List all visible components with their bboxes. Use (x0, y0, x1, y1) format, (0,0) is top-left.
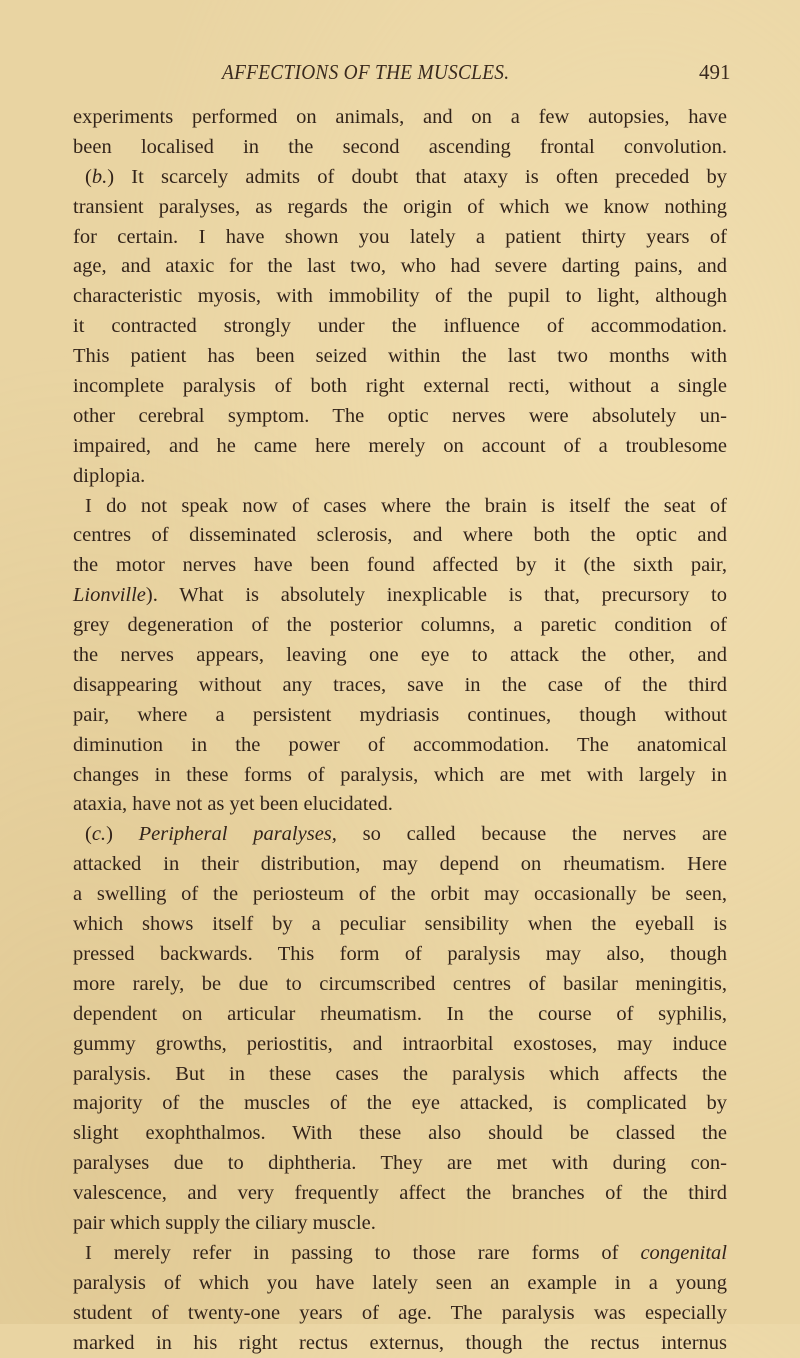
text-segment: ( (85, 165, 92, 188)
text-line-content (73, 731, 727, 761)
italic-text: Lionville (73, 584, 146, 607)
text-line (73, 163, 727, 193)
text-segment: I merely refer in passing to those rare forms of (85, 1241, 641, 1264)
text-line (73, 462, 727, 492)
text-line (73, 402, 727, 432)
text-segment: marked in his right rectus externus, though the rectus internus (73, 1331, 727, 1354)
text-line (73, 731, 727, 761)
text-line-content (73, 462, 727, 492)
text-line-content (73, 312, 727, 342)
text-segment: the nerves appears, leaving one eye to attack the other, and (73, 644, 727, 667)
text-line-content (73, 402, 727, 432)
text-segment: grey degeneration of the posterior columns, a paretic condition of (73, 614, 727, 637)
page-body-text (73, 103, 727, 1358)
text-segment: I do not speak now of cases where the brain is itself the seat of (85, 494, 727, 517)
text-line-content (73, 1269, 727, 1299)
text-line (73, 671, 727, 701)
text-line-content (73, 551, 727, 581)
text-line (73, 1000, 727, 1030)
text-segment: dependent on articular rheumatism. In the course of syphilis, (73, 1002, 727, 1025)
text-line (73, 641, 727, 671)
text-segment: pressed backwards. This form of paralysis may also, though (73, 942, 727, 965)
text-line-content (73, 790, 727, 820)
text-line (73, 133, 727, 163)
text-segment: centres of disseminated sclerosis, and where both the optic and (73, 524, 727, 547)
text-line (73, 910, 727, 940)
text-segment: impaired, and he came here merely on account of a troublesome (73, 434, 727, 457)
text-segment: been localised in the second ascending frontal convolution. (73, 135, 727, 158)
text-line-content (73, 581, 727, 611)
text-line-content (73, 761, 727, 791)
text-segment: changes in these forms of paralysis, which are met with largely in (73, 763, 727, 786)
text-line (73, 761, 727, 791)
text-segment: it contracted strongly under the influence of accommodation. (73, 315, 727, 338)
text-line (73, 880, 727, 910)
text-line-content (73, 282, 727, 312)
text-line (73, 970, 727, 1000)
text-line (73, 1119, 727, 1149)
text-segment: student of twenty-one years of age. The paralysis was especially (73, 1301, 727, 1324)
text-line-content (73, 940, 727, 970)
text-segment: characteristic myosis, with immobility of the pupil to light, although (73, 285, 727, 308)
text-segment: paralysis. But in these cases the paralysis which affects the (73, 1062, 727, 1085)
text-line-content (73, 133, 727, 163)
text-segment: pair which supply the ciliary muscle. (73, 1211, 376, 1234)
text-line (73, 551, 727, 581)
text-line (73, 432, 727, 462)
text-line-content (73, 701, 727, 731)
text-segment: gummy growths, periostitis, and intraorbital exostoses, may induce (73, 1032, 727, 1055)
text-line (73, 1239, 727, 1269)
text-line (73, 701, 727, 731)
text-segment: more rarely, be due to circumscribed centres of basilar meningitis, (73, 972, 727, 995)
text-line-content (73, 910, 727, 940)
text-line-content (85, 1239, 727, 1269)
text-line-content (73, 611, 727, 641)
text-line (73, 820, 727, 850)
text-segment: diplopia. (73, 464, 146, 487)
text-line (73, 282, 727, 312)
running-header (0, 60, 800, 90)
text-line-content (73, 1179, 727, 1209)
text-segment: pair, where a persistent mydriasis continues, though without (73, 703, 727, 726)
text-line (73, 1299, 727, 1329)
text-line (73, 492, 727, 522)
text-segment: which shows itself by a peculiar sensibility when the eyeball is (73, 913, 727, 936)
text-segment: ). What is absolutely inexplicable is that, precursory to (145, 584, 727, 607)
text-segment: so called because the nerves are (336, 823, 727, 846)
text-segment: ataxia, have not as yet been elucidated. (73, 793, 393, 816)
text-line (73, 312, 727, 342)
text-line-content (73, 1000, 727, 1030)
text-line (73, 790, 727, 820)
text-line (73, 1269, 727, 1299)
text-segment: age, and ataxic for the last two, who had severe darting pains, and (73, 255, 727, 278)
italic-text: Peripheral paralyses, (138, 823, 337, 846)
text-line-content (73, 432, 727, 462)
text-line-content (73, 1209, 727, 1239)
text-line (73, 1060, 727, 1090)
text-line-content (73, 1299, 727, 1329)
text-line (73, 193, 727, 223)
text-line-content (73, 1089, 727, 1119)
page-number: 491 (699, 60, 731, 84)
text-segment: disappearing without any traces, save in the case of the third (73, 673, 727, 696)
text-line-content (73, 880, 727, 910)
text-line (73, 103, 727, 133)
text-line-content (73, 521, 727, 551)
text-segment: experiments performed on animals, and on a few autopsies, have (73, 106, 727, 128)
text-segment: majority of the muscles of the eye attacked, is complicated by (73, 1092, 727, 1115)
text-line-content (73, 1119, 727, 1149)
text-line-content (73, 193, 727, 223)
text-line-content (85, 820, 727, 850)
text-line-content (73, 1149, 727, 1179)
text-line-content (73, 223, 727, 253)
text-segment: ( (85, 823, 92, 846)
text-segment: transient paralyses, as regards the origin of which we know nothing (73, 195, 727, 218)
text-line-content (85, 163, 727, 193)
text-line-content (73, 1329, 727, 1358)
text-line-content (73, 103, 727, 133)
italic-text: congenital (640, 1241, 727, 1264)
text-segment: paralysis of which you have lately seen an example in a young (73, 1271, 727, 1294)
text-segment: paralyses due to diphtheria. They are met with during con- (73, 1152, 727, 1175)
text-line (73, 1030, 727, 1060)
text-line-content (73, 342, 727, 372)
text-line (73, 581, 727, 611)
text-line (73, 252, 727, 282)
text-segment: This patient has been seized within the last two months with (73, 345, 727, 368)
text-line-content (73, 1030, 727, 1060)
text-line-content (73, 641, 727, 671)
text-line (73, 850, 727, 880)
text-segment: incomplete paralysis of both right external recti, without a single (73, 375, 727, 398)
text-segment: valescence, and very frequently affect the branches of the third (73, 1182, 727, 1205)
text-line (73, 1179, 727, 1209)
text-line (73, 1329, 727, 1358)
text-line-content (85, 492, 727, 522)
text-segment: other cerebral symptom. The optic nerves were absolutely un- (73, 404, 727, 427)
text-line-content (73, 970, 727, 1000)
text-segment: attacked in their distribution, may depend on rheumatism. Here (73, 853, 727, 876)
text-segment: diminution in the power of accommodation. The anatomical (73, 733, 727, 756)
text-segment: slight exophthalmos. With these also should be classed the (73, 1122, 727, 1145)
text-segment: ) It scarcely admits of doubt that ataxy is often preceded by (107, 165, 727, 188)
text-line (73, 1089, 727, 1119)
text-segment: for certain. I have shown you lately a patient thirty years of (73, 225, 727, 248)
text-line-content (73, 1060, 727, 1090)
text-line-content (73, 372, 727, 402)
text-segment: the motor nerves have been found affected by it (the sixth pair, (73, 554, 727, 577)
text-segment: a swelling of the periosteum of the orbit may occasionally be seen, (73, 883, 727, 906)
text-line-content (73, 671, 727, 701)
italic-text: c. (91, 823, 107, 846)
text-line (73, 1209, 727, 1239)
running-title: AFFECTIONS OF THE MUSCLES. (222, 60, 510, 84)
italic-text: b. (91, 165, 108, 188)
text-segment: ) (106, 823, 139, 846)
text-line (73, 223, 727, 253)
text-line (73, 372, 727, 402)
text-line (73, 521, 727, 551)
text-line (73, 611, 727, 641)
text-line (73, 342, 727, 372)
text-line-content (73, 850, 727, 880)
text-line (73, 1149, 727, 1179)
text-line (73, 940, 727, 970)
text-line-content (73, 252, 727, 282)
